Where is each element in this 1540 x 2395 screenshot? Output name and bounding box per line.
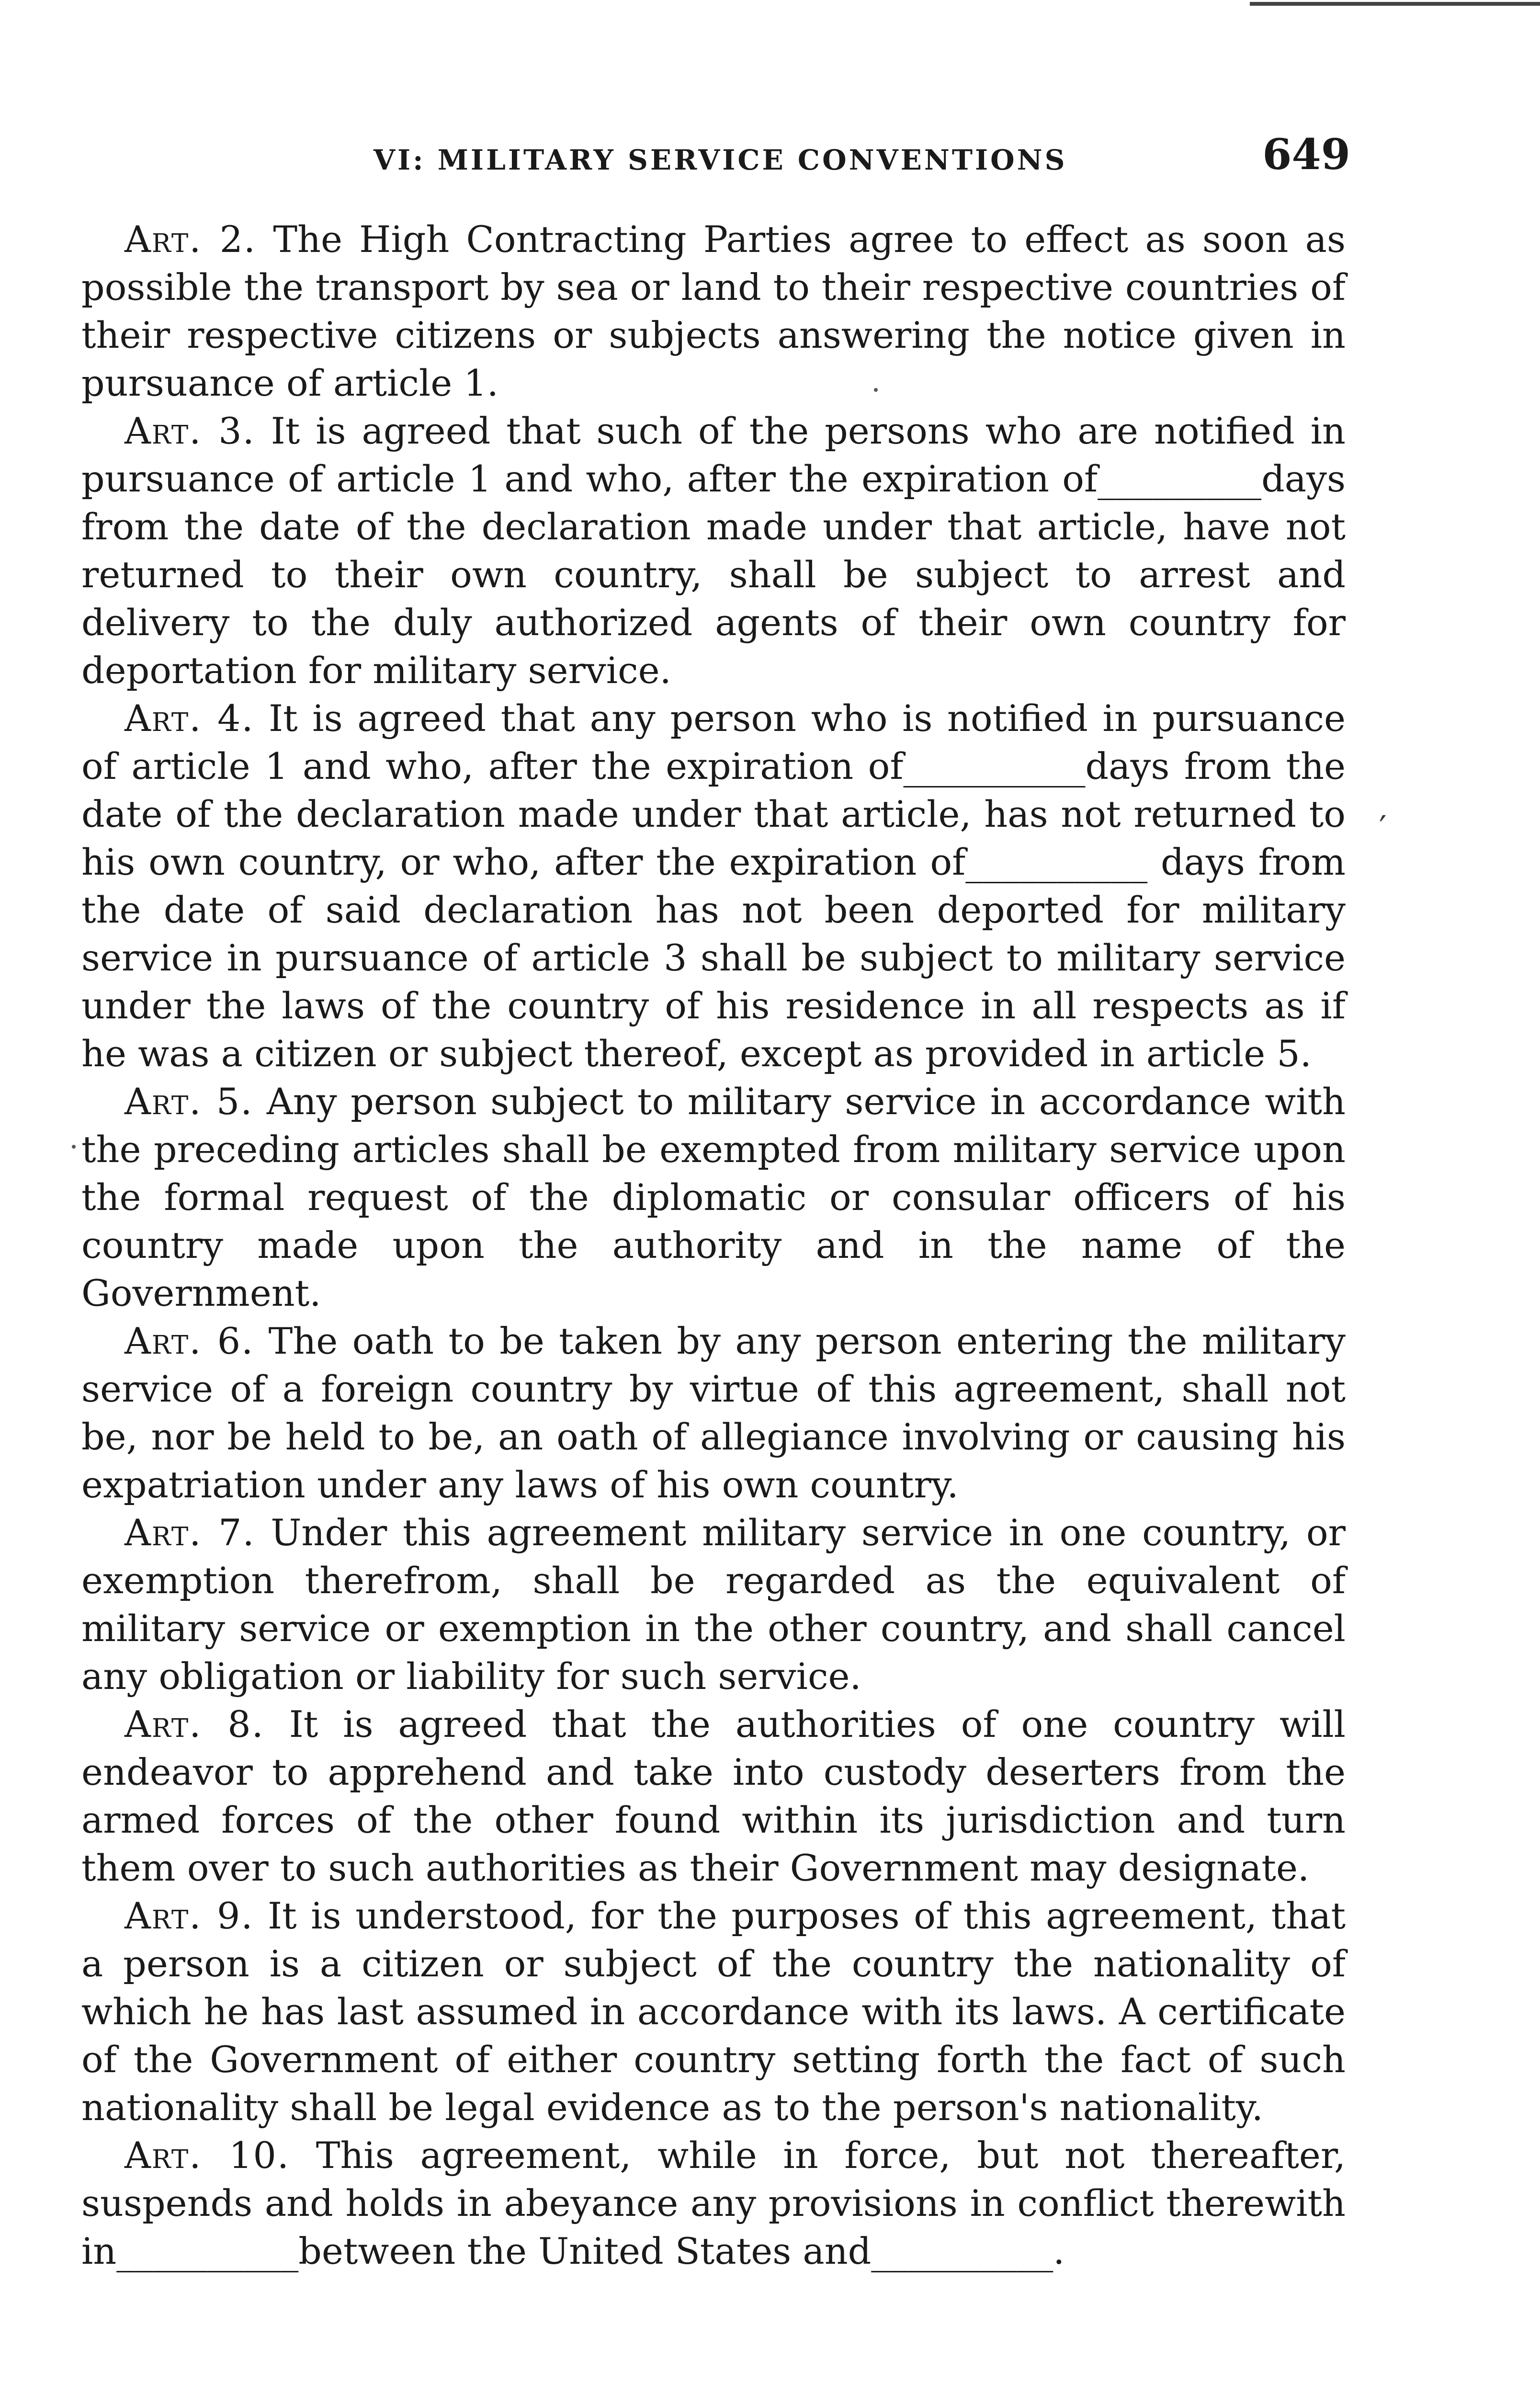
article-body [81, 216, 1346, 2275]
article-text: It is understood, for the purposes of this agreement, that a person is a citizen or subject of the country the nationality of which he has last assumed in accordance with its laws. A certificate of the Government of either country setting forth the fact of such nationality shall be legal evidence as to the person's nationality. [81, 1894, 1346, 2129]
article-text: Under this agreement military service in one country, or exemption therefrom, shall be regarded as the equivalent of military service or exemption in the other country, and shall cancel any obligation or liability for such service. [81, 1511, 1346, 1698]
article-label: Art. 8. [125, 1703, 264, 1745]
article-label: Art. 5. [125, 1080, 253, 1123]
running-head: VI: MILITARY SERVICE CONVENTIONS [374, 144, 1067, 176]
article-5 [81, 1078, 1346, 1317]
article-label: Art. 3. [125, 410, 255, 452]
article-2 [81, 216, 1346, 407]
article-text: The oath to be taken by any person entering the military service of a foreign country by virtue of this agreement, shall not be, nor be held to be, an oath of allegiance involving or causing his expatriation under any laws of his own country. [81, 1320, 1346, 1506]
article-text: It is agreed that any person who is notified in pursuance of article 1 and who, after the expiration of__________days from the date of the declaration made under that article, has not returned to his own country, or who, after the expiration of__________ days from the date of said declaration has not been deported for military service in pursuance of article 3 shall be subject to military service under the laws of the country of his residence in all respects as if he was a citizen or subject thereof, except as provided in article 5. [81, 697, 1346, 1075]
page-number: 649 [1262, 129, 1350, 179]
article-text: It is agreed that the authorities of one country will endeavor to apprehend and take into custody deserters from the armed forces of the other found within its jurisdiction and turn them over to such authorities as their Government may designate. [81, 1703, 1346, 1889]
article-label: Art. 9. [125, 1894, 254, 1937]
article-text: This agreement, while in force, but not thereafter, suspends and holds in abeyance any provisions in conflict therewith in__________between the United States and__________. [81, 2134, 1346, 2272]
print-speck [72, 1145, 76, 1149]
article-text: Any person subject to military service in accordance with the preceding articles shall be exempted from military service upon the formal request of the diplomatic or consular officers of his country made upon the authority and in the name of the Government. [81, 1080, 1346, 1314]
article-3 [81, 407, 1346, 695]
article-9 [81, 1892, 1346, 2132]
article-label: Art. 2. [125, 218, 257, 261]
print-speck [874, 388, 878, 392]
top-edge-rule [1250, 2, 1540, 6]
article-10 [81, 2132, 1346, 2275]
article-label: Art. 4. [125, 697, 254, 740]
article-text: The High Contracting Parties agree to effect as soon as possible the transport by sea or land to their respective countries of their respective citizens or subjects answering the notice given in pursuance of article 1. [81, 218, 1346, 404]
margin-tick-mark: ′ [1379, 809, 1387, 848]
article-7 [81, 1509, 1346, 1700]
article-8 [81, 1700, 1346, 1892]
article-label: Art. 7. [125, 1511, 255, 1554]
article-label: Art. 6. [125, 1320, 254, 1362]
article-label: Art. 10. [125, 2134, 290, 2177]
article-6 [81, 1317, 1346, 1509]
article-text: It is agreed that such of the persons who are notified in pursuance of article 1 and who, after the expiration of_________days from the date of the declaration made under that article, have not returned to their own country, shall be subject to arrest and delivery to the duly authorized agents of their own country for deportation for military service. [81, 410, 1346, 692]
article-4 [81, 695, 1346, 1078]
page-header [81, 129, 1350, 187]
